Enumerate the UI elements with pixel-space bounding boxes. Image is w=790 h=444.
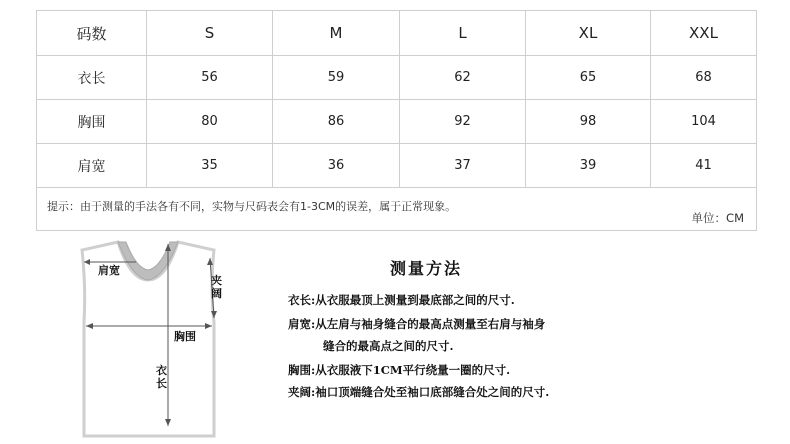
method-line-shoulder: 肩宽:从左肩与袖身缝合的最高点测量至右肩与袖身 [288, 317, 546, 331]
method-title: 测量方法 [390, 259, 463, 278]
header-size-label: 码数 [37, 11, 147, 56]
header-size-m: M [273, 11, 400, 56]
size-table [36, 10, 757, 231]
header-size-l: L [400, 11, 526, 56]
table-row-chest [37, 100, 757, 144]
armhole-label: 夹阔 [211, 274, 222, 300]
table-cell: 104 [651, 100, 757, 144]
table-cell: 65 [526, 56, 651, 100]
table-cell: 39 [526, 144, 651, 188]
table-cell: 41 [651, 144, 757, 188]
table-cell: 59 [273, 56, 400, 100]
table-cell: 37 [400, 144, 526, 188]
table-cell: 80 [147, 100, 273, 144]
table-cell: 92 [400, 100, 526, 144]
tip-text: 提示：由于测量的手法各有不同，实物与尺码表会有1-3CM的误差，属于正常现象。 [47, 200, 457, 213]
header-size-xl: XL [526, 11, 651, 56]
row-label: 肩宽 [37, 144, 147, 188]
table-cell: 36 [273, 144, 400, 188]
method-line-shoulder-cont: 缝合的最高点之间的尺寸. [323, 339, 454, 353]
unit-text: 单位：CM [691, 211, 744, 225]
row-label: 衣长 [37, 56, 147, 100]
header-size-xxl: XXL [651, 11, 757, 56]
method-line-chest: 胸围:从衣服液下1CM平行绕量一圈的尺寸. [288, 363, 511, 377]
table-cell: 35 [147, 144, 273, 188]
table-row-length [37, 56, 757, 100]
chest-label: 胸围 [174, 330, 196, 343]
header-size-s: S [147, 11, 273, 56]
table-cell: 86 [273, 100, 400, 144]
table-cell: 98 [526, 100, 651, 144]
method-line-armhole: 夹阔:袖口顶端缝合处至袖口底部缝合处之间的尺寸. [288, 385, 550, 399]
vest-outline-illustration [70, 236, 230, 440]
shoulder-width-label: 肩宽 [98, 264, 120, 277]
vest-diagram [70, 236, 230, 440]
table-note-row [37, 188, 757, 231]
table-cell: 68 [651, 56, 757, 100]
table-cell: 62 [400, 56, 526, 100]
method-line-length: 衣长:从衣服最顶上测量到最底部之间的尺寸. [288, 293, 515, 307]
table-cell: 56 [147, 56, 273, 100]
row-label: 胸围 [37, 100, 147, 144]
length-label: 衣长 [156, 364, 167, 390]
table-row-shoulder [37, 144, 757, 188]
note-cell [37, 188, 757, 231]
table-header-row [37, 11, 757, 56]
